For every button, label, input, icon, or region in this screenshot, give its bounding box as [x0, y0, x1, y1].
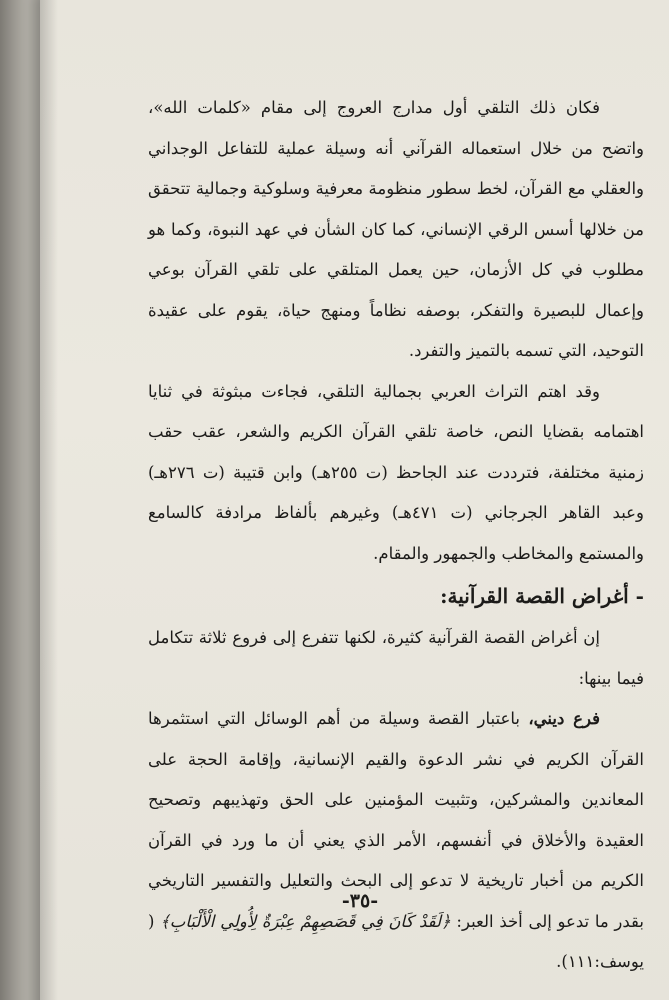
verse-citation: ( يوسف:١١١).: [148, 911, 644, 971]
paragraph-4: [148, 699, 644, 983]
page-body: [148, 88, 644, 983]
book-page: [40, 0, 669, 1000]
paragraph-1: فكان ذلك التلقي أول مدارج العروج إلى مقام «كلمات الله»، واتضح من خلال استعماله القرآني أنه وسيلة عملية للتفاعل الوجداني والعقلي مع القرآن، لخط سطور منظومة معرفية وسلوكية وجمالية تتحقق من خلالها أسس الرقي الإنساني، كما كان الشأن في عهد النبوة، وكما هو مطلوب في كل الأزمان، حين يعمل المتلقي على تلقي القرآن بوعي وإعمال للبصيرة والتفكر، بوصفه نظاماً ومنهج حياة، يقوم على عقيدة التوحيد، التي تسمه بالتميز والتفرد.: [148, 98, 644, 360]
paragraph-4-lead: فرع ديني،: [528, 709, 601, 728]
paragraph-4-text: باعتبار القصة وسيلة من أهم الوسائل التي استثمرها القرآن الكريم في نشر الدعوة والقيم الإنسانية، وإقامة الحجة على المعاندين والمشركين، وتثبيت المؤمنين على الحق وتهذيبهم وتصحيح العقيدة والأخلاق في أنفسهم، الأمر الذي يعني أن ما ورد في القرآن الكريم من أخبار تاريخية لا تدعو إلى البحث والتعليل والتفسير التاريخي بقدر ما تدعو إلى أخذ العبر:: [148, 709, 644, 931]
paragraph-3: إن أغراض القصة القرآنية كثيرة، لكنها تتفرع إلى فروع ثلاثة تتكامل فيما بينها:: [148, 628, 644, 688]
quran-verse: ﴿لَقَدْ كَانَ فِي قَصَصِهِمْ عِبْرَةٌ لِأُولِي الْأَلْبَابِ﴾: [160, 911, 451, 931]
section-heading: - أغراض القصة القرآنية:: [440, 584, 644, 608]
page-number: -٣٥-: [341, 890, 379, 912]
paragraph-2: وقد اهتم التراث العربي بجمالية التلقي، فجاءت مبثوثة في ثنايا اهتمامه بقضايا النص، خاصة تلقي القرآن الكريم والشعر، عقب حقب زمنية مختلفة، فترددت عند الجاحظ (ت ٢٥٥هـ) وابن قتيبة (ت ٢٧٦هـ) وعبد القاهر الجرجاني (ت ٤٧١هـ) وغيرهم بألفاظ مرادفة كالسامع والمستمع والمخاطب والجمهور والمقام.: [148, 381, 644, 563]
